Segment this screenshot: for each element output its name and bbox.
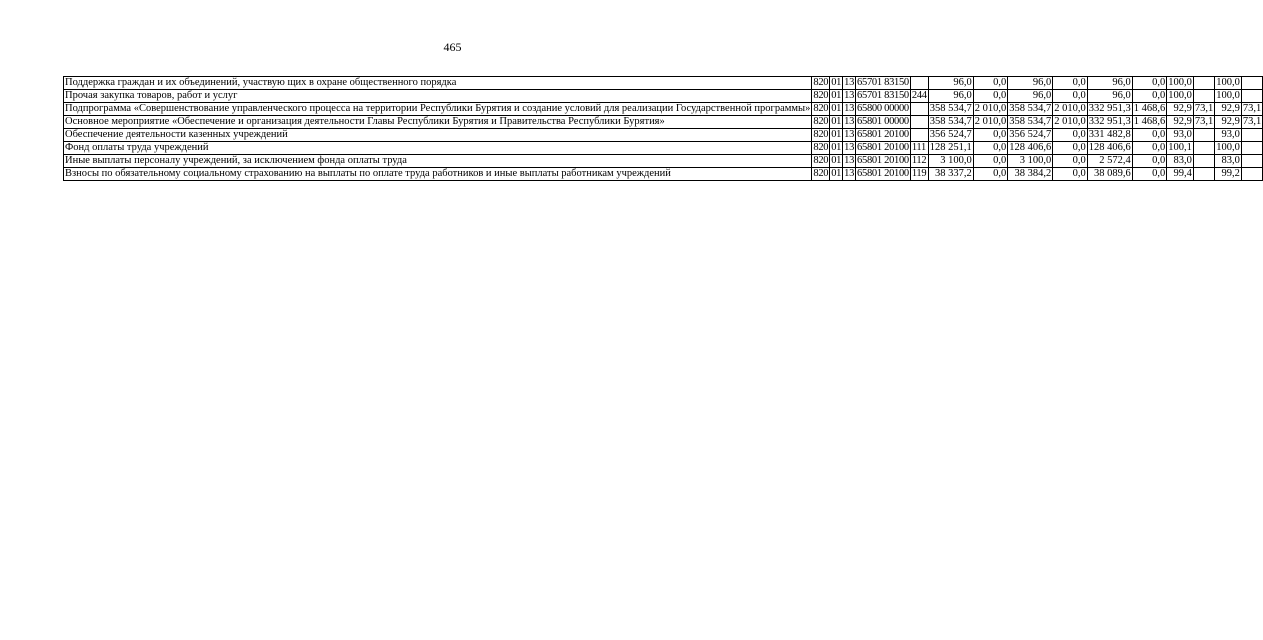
executed-federal-cell: 0,0 bbox=[1132, 142, 1167, 155]
subsection-code-cell: 13 bbox=[844, 90, 855, 101]
page-number: 465 bbox=[443, 40, 462, 54]
refined-federal-cell: 2 010,0 bbox=[1054, 103, 1086, 114]
expense-type-code-cell: 119 bbox=[911, 168, 927, 179]
table-body bbox=[64, 77, 1263, 181]
section-code-cell: 01 bbox=[831, 103, 842, 114]
pct-approved-federal-cell bbox=[1193, 168, 1214, 181]
target-article-code-cell: 65701 83150 bbox=[857, 77, 909, 88]
pct-refined-federal-cell bbox=[1241, 155, 1262, 168]
grbs-code-cell: 820 bbox=[813, 90, 829, 101]
executed-total-cell: 38 089,6 bbox=[1087, 168, 1132, 181]
pct-refined-total-cell: 92,9 bbox=[1215, 116, 1242, 129]
row-name-cell: Поддержка граждан и их объединений, участвую щих в охране общественного порядка bbox=[64, 77, 812, 90]
subsection-code-cell: 13 bbox=[844, 116, 855, 127]
pct-approved-federal-cell bbox=[1193, 77, 1214, 90]
pct-refined-total-cell: 93,0 bbox=[1215, 129, 1242, 142]
executed-total-cell: 331 482,8 bbox=[1088, 129, 1131, 140]
pct-refined-federal-cell bbox=[1241, 168, 1262, 181]
pct-approved-federal-cell bbox=[1193, 90, 1214, 103]
executed-total-cell: 96,0 bbox=[1087, 90, 1132, 103]
refined-total-cell: 358 534,7 bbox=[1009, 103, 1052, 114]
executed-total-cell: 332 951,3 bbox=[1088, 116, 1131, 127]
pct-approved-total-cell: 92,9 bbox=[1167, 103, 1194, 116]
approved-total-cell: 358 534,7 bbox=[929, 103, 972, 114]
executed-total-cell: 96,0 bbox=[1087, 77, 1132, 90]
target-article-code-cell: 65801 20100 bbox=[857, 155, 909, 166]
section-code-cell: 01 bbox=[831, 129, 842, 140]
row-name-cell: Фонд оплаты труда учреждений bbox=[64, 142, 812, 155]
executed-federal-cell: 1 468,6 bbox=[1133, 103, 1166, 114]
approved-federal-cell: 0,0 bbox=[973, 77, 1008, 90]
approved-total-cell: 128 251,1 bbox=[929, 142, 972, 153]
pct-approved-federal-cell bbox=[1193, 142, 1214, 155]
grbs-code-cell: 820 bbox=[813, 129, 829, 140]
row-name-cell: Прочая закупка товаров, работ и услуг bbox=[64, 90, 812, 103]
grbs-code-cell: 820 bbox=[813, 103, 829, 114]
row-name-cell: Подпрограмма «Совершенствование управленческого процесса на территории Республики Бурятия и создание условий для реализации Государственной программы» bbox=[65, 103, 811, 114]
executed-total-cell: 332 951,3 bbox=[1088, 103, 1131, 114]
table-row bbox=[64, 142, 1263, 155]
pct-approved-federal-cell: 73,1 bbox=[1194, 116, 1214, 127]
expense-type-code-cell bbox=[910, 116, 928, 129]
subsection-code-cell: 13 bbox=[844, 168, 855, 179]
pct-refined-federal-cell bbox=[1241, 90, 1262, 103]
budget-table bbox=[63, 76, 1263, 181]
pct-refined-federal-cell bbox=[1241, 129, 1262, 142]
refined-federal-cell: 0,0 bbox=[1053, 155, 1088, 168]
table-row bbox=[64, 155, 1263, 168]
section-code-cell: 01 bbox=[831, 116, 842, 127]
refined-federal-cell: 0,0 bbox=[1053, 77, 1088, 90]
section-code-cell: 01 bbox=[831, 155, 842, 166]
approved-total-cell: 3 100,0 bbox=[928, 155, 973, 168]
approved-federal-cell: 2 010,0 bbox=[974, 103, 1007, 114]
section-code-cell: 01 bbox=[831, 168, 842, 179]
approved-total-cell: 358 534,7 bbox=[929, 116, 972, 127]
subsection-code-cell: 13 bbox=[844, 155, 855, 166]
executed-federal-cell: 0,0 bbox=[1132, 129, 1167, 142]
target-article-code-cell: 65801 20100 bbox=[857, 129, 909, 140]
grbs-code-cell: 820 bbox=[813, 142, 829, 153]
grbs-code-cell: 820 bbox=[813, 116, 829, 127]
executed-total-cell: 128 406,6 bbox=[1088, 142, 1131, 153]
refined-total-cell: 128 406,6 bbox=[1009, 142, 1052, 153]
pct-refined-total-cell: 100,0 bbox=[1216, 90, 1240, 101]
section-code-cell: 01 bbox=[831, 77, 842, 88]
approved-federal-cell: 0,0 bbox=[973, 155, 1008, 168]
target-article-code-cell: 65801 20100 bbox=[857, 142, 909, 153]
table-row bbox=[64, 90, 1263, 103]
table-row bbox=[64, 77, 1263, 90]
refined-total-cell: 3 100,0 bbox=[1008, 155, 1053, 168]
subsection-code-cell: 13 bbox=[844, 142, 855, 153]
row-name-cell: Иные выплаты персоналу учреждений, за исключением фонда оплаты труда bbox=[64, 155, 812, 168]
pct-approved-federal-cell bbox=[1193, 155, 1214, 168]
target-article-code-cell: 65701 83150 bbox=[857, 90, 909, 101]
expense-type-code-cell bbox=[910, 129, 928, 142]
section-code-cell: 01 bbox=[831, 142, 842, 153]
pct-approved-total-cell: 93,0 bbox=[1167, 129, 1194, 142]
approved-total-cell: 356 524,7 bbox=[929, 129, 972, 140]
expense-type-code-cell bbox=[910, 103, 928, 116]
target-article-code-cell: 65801 00000 bbox=[857, 116, 909, 127]
refined-federal-cell: 0,0 bbox=[1053, 90, 1088, 103]
pct-refined-total-cell: 100,0 bbox=[1216, 142, 1240, 153]
refined-total-cell: 38 384,2 bbox=[1008, 168, 1053, 181]
pct-refined-total-cell: 83,0 bbox=[1215, 155, 1242, 168]
executed-federal-cell: 0,0 bbox=[1132, 77, 1167, 90]
section-code-cell: 01 bbox=[831, 90, 842, 101]
approved-federal-cell: 0,0 bbox=[973, 142, 1008, 155]
pct-refined-federal-cell: 73,1 bbox=[1242, 116, 1262, 127]
table-row bbox=[64, 129, 1263, 142]
table-row bbox=[64, 116, 1263, 129]
pct-approved-total-cell: 99,4 bbox=[1167, 168, 1194, 181]
pct-approved-total-cell: 100,0 bbox=[1168, 90, 1192, 101]
refined-federal-cell: 0,0 bbox=[1053, 168, 1088, 181]
expense-type-code-cell: 244 bbox=[911, 90, 927, 101]
approved-federal-cell: 0,0 bbox=[973, 90, 1008, 103]
approved-federal-cell: 0,0 bbox=[973, 129, 1008, 142]
approved-total-cell: 96,0 bbox=[928, 90, 973, 103]
pct-approved-total-cell: 92,9 bbox=[1167, 116, 1194, 129]
grbs-code-cell: 820 bbox=[813, 155, 829, 166]
refined-federal-cell: 0,0 bbox=[1053, 142, 1088, 155]
approved-federal-cell: 2 010,0 bbox=[974, 116, 1007, 127]
approved-total-cell: 38 337,2 bbox=[928, 168, 973, 181]
row-name-cell: Взносы по обязательному социальному страхованию на выплаты по оплате труда работников и иные выплаты работникам учреждений bbox=[64, 168, 812, 181]
approved-federal-cell: 0,0 bbox=[973, 168, 1008, 181]
refined-total-cell: 356 524,7 bbox=[1009, 129, 1052, 140]
refined-total-cell: 96,0 bbox=[1008, 77, 1053, 90]
row-name-cell: Обеспечение деятельности казенных учреждений bbox=[64, 129, 812, 142]
pct-approved-federal-cell bbox=[1193, 129, 1214, 142]
row-name-cell: Основное мероприятие «Обеспечение и организация деятельности Главы Республики Бурятия и Правительства Республики Бурятия» bbox=[64, 116, 812, 129]
pct-approved-federal-cell: 73,1 bbox=[1194, 103, 1214, 114]
target-article-code-cell: 65800 00000 bbox=[857, 103, 909, 114]
table-row bbox=[64, 168, 1263, 181]
target-article-code-cell: 65801 20100 bbox=[857, 168, 909, 179]
pct-refined-total-cell: 92,9 bbox=[1215, 103, 1242, 116]
executed-federal-cell: 0,0 bbox=[1132, 168, 1167, 181]
approved-total-cell: 96,0 bbox=[928, 77, 973, 90]
subsection-code-cell: 13 bbox=[844, 77, 855, 88]
executed-federal-cell: 0,0 bbox=[1132, 155, 1167, 168]
subsection-code-cell: 13 bbox=[844, 103, 855, 114]
refined-total-cell: 96,0 bbox=[1008, 90, 1053, 103]
pct-refined-federal-cell bbox=[1241, 142, 1262, 155]
pct-refined-total-cell: 99,2 bbox=[1215, 168, 1242, 181]
pct-approved-total-cell: 83,0 bbox=[1167, 155, 1194, 168]
pct-approved-total-cell: 100,1 bbox=[1168, 142, 1192, 153]
grbs-code-cell: 820 bbox=[813, 168, 829, 179]
executed-federal-cell: 1 468,6 bbox=[1133, 116, 1166, 127]
subsection-code-cell: 13 bbox=[844, 129, 855, 140]
refined-federal-cell: 2 010,0 bbox=[1054, 116, 1086, 127]
refined-federal-cell: 0,0 bbox=[1053, 129, 1088, 142]
refined-total-cell: 358 534,7 bbox=[1009, 116, 1052, 127]
pct-approved-total-cell: 100,0 bbox=[1168, 77, 1192, 88]
pct-refined-total-cell: 100,0 bbox=[1216, 77, 1240, 88]
table-row bbox=[64, 103, 1263, 116]
pct-refined-federal-cell: 73,1 bbox=[1242, 103, 1262, 114]
expense-type-code-cell bbox=[910, 77, 928, 90]
grbs-code-cell: 820 bbox=[813, 77, 829, 88]
executed-federal-cell: 0,0 bbox=[1132, 90, 1167, 103]
expense-type-code-cell: 111 bbox=[910, 142, 928, 155]
expense-type-code-cell: 112 bbox=[911, 155, 927, 166]
executed-total-cell: 2 572,4 bbox=[1087, 155, 1132, 168]
pct-refined-federal-cell bbox=[1241, 77, 1262, 90]
